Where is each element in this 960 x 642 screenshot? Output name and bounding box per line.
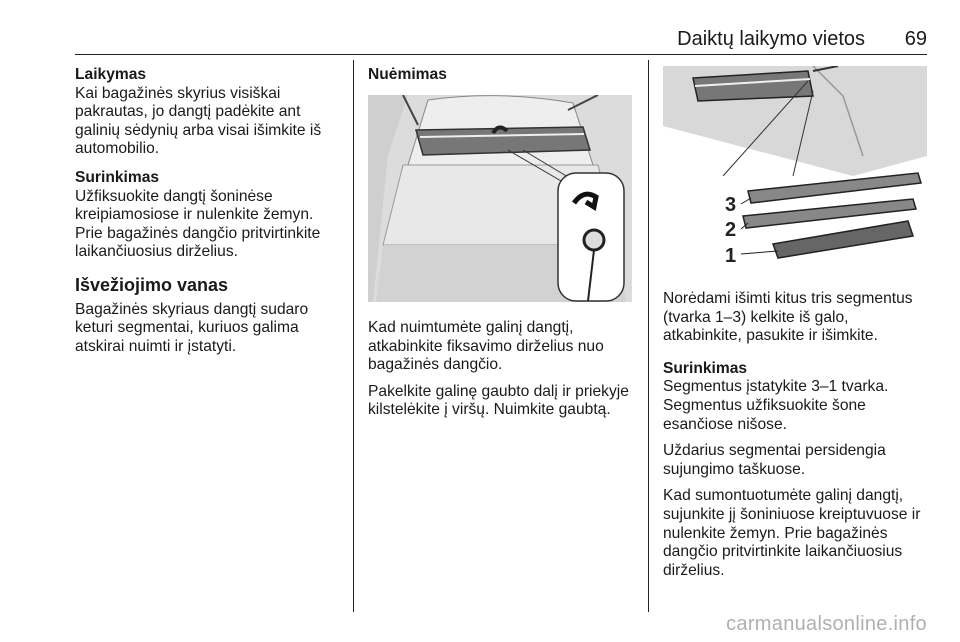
paragraph-removal-1: Kad nuimtumėte galinį dangtį, atkabinkite fiksavimo dirželius nuo bagažinės dangčio. bbox=[368, 319, 604, 374]
column-separator-2 bbox=[648, 60, 649, 612]
segment-label-1: 1 bbox=[725, 245, 737, 267]
heading-assembly-segments: Surinkimas bbox=[663, 359, 748, 377]
paragraph-overlap: Uždarius segmentai persidengia sujungimo taškuose. bbox=[663, 442, 886, 478]
page-number: 69 bbox=[904, 28, 927, 50]
column-2 bbox=[368, 66, 630, 85]
cover-segments-illustration bbox=[663, 66, 927, 273]
watermark: carmanualsonline.info bbox=[726, 613, 927, 635]
section-heading-van: Išvežiojimo vanas bbox=[75, 274, 229, 295]
heading-removal: Nuėmimas bbox=[368, 66, 447, 83]
page-header-title: Daiktų laikymo vietos bbox=[677, 28, 865, 50]
segment-label-3: 3 bbox=[725, 194, 737, 216]
paragraph-segments: Norėdami išimti kitus tris segmentus (tvarka 1–3) kelkite iš galo, atkabinkite, pasukite ir išimkite. bbox=[663, 290, 913, 345]
heading-assembly: Surinkimas bbox=[75, 168, 160, 186]
paragraph-storage: Kai bagažinės skyrius visiškai pakrautas, jo dangtį padėkite ant galinių sėdynių arba visai išimkite iš automobilio. bbox=[75, 84, 322, 158]
rear-cargo-cover-illustration bbox=[368, 95, 632, 302]
header-rule bbox=[75, 54, 927, 55]
paragraph-assembly: Užfiksuokite dangtį šoninėse kreipiamosiose ir nulenkite žemyn. Prie bagažinės dangčio pritvirtinkite laikančiuosius dirželius. bbox=[75, 187, 321, 261]
heading-storage: Laikymas bbox=[75, 66, 147, 83]
paragraph-removal-2: Pakelkite galinę gaubto dalį ir priekyje kilstelėkite į viršų. Nuimkite gaubtą. bbox=[368, 382, 629, 419]
column-2-text bbox=[368, 319, 630, 430]
paragraph-van: Bagažinės skyriaus dangtį sudaro keturi segmentai, kuriuos galima atskirai nuimti ir įstatyti. bbox=[75, 300, 309, 355]
paragraph-mount-cover: Kad sumontuotumėte galinį dangtį, sujunkite jį šoniniuose kreiptuvuose ir nulenkite žemyn. Prie bagažinės dangčio pritvirtinkite laikančiuosius dirželius. bbox=[663, 487, 921, 579]
paragraph-segment-order: Segmentus įstatykite 3–1 tvarka. Segmentus užfiksuokite šone esančiose nišose. bbox=[663, 378, 889, 433]
column-separator-1 bbox=[353, 60, 354, 612]
column-1 bbox=[75, 66, 337, 366]
segment-label-2: 2 bbox=[725, 219, 737, 241]
column-3-text bbox=[663, 290, 927, 590]
